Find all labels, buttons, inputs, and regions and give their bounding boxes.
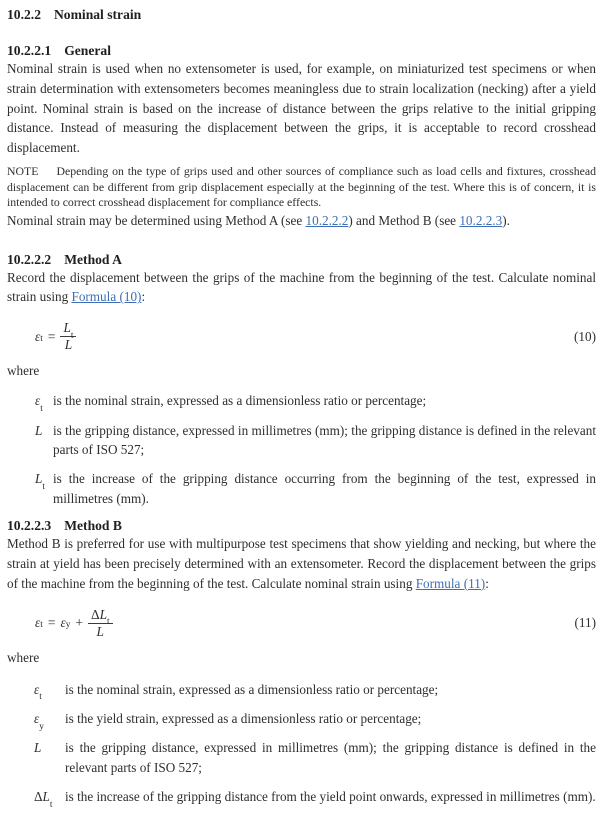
link-formula-10[interactable]: Formula (10) bbox=[71, 289, 142, 305]
methods-text-pre: Nominal strain may be determined using Method A (see bbox=[7, 212, 306, 228]
epsilon-symbol: ε bbox=[60, 615, 66, 631]
definition-row bbox=[7, 680, 596, 703]
L-symbol: L bbox=[64, 337, 73, 353]
delta-symbol: Δ bbox=[90, 606, 100, 622]
symbol-L: L bbox=[35, 422, 43, 438]
equals-sign: = bbox=[47, 615, 56, 631]
section-title: Method A bbox=[64, 251, 122, 267]
section-heading-10-2-2-2 bbox=[7, 252, 596, 268]
equals-sign: = bbox=[47, 328, 56, 344]
formula-11 bbox=[7, 607, 596, 640]
epsilon-symbol: ε bbox=[35, 328, 41, 344]
section-heading-10-2-2 bbox=[7, 7, 596, 23]
fraction-numerator bbox=[88, 606, 113, 628]
L-symbol: L bbox=[63, 320, 71, 336]
link-formula-11[interactable]: Formula (11) bbox=[415, 575, 486, 591]
formula-10-expression: ε $_t$ = $\frac{L_t}{L}$ bbox=[35, 320, 76, 353]
definition-text: is the gripping distance, expressed in millimetres (mm); the gripping distance is defined in the relevant parts of ISO 527; bbox=[65, 740, 596, 775]
equation-number-10: (10) bbox=[574, 328, 596, 344]
symbol-epsilon-t: $\varepsilon_t$ bbox=[35, 393, 43, 414]
definition-row bbox=[7, 738, 596, 777]
epsilon-symbol: ε bbox=[35, 615, 41, 631]
link-10-2-2-3[interactable]: 10.2.2.3 bbox=[459, 212, 503, 228]
section-number: 10.2.2.3 bbox=[7, 518, 52, 534]
definition-text: is the nominal strain, expressed as a dimensionless ratio or percentage; bbox=[65, 681, 439, 697]
definition-text: is the yield strain, expressed as a dimensionless ratio or percentage; bbox=[65, 710, 422, 726]
link-10-2-2-2[interactable]: 10.2.2.2 bbox=[305, 212, 349, 228]
note-paragraph bbox=[7, 164, 596, 211]
definition-text: is the gripping distance, expressed in millimetres (mm); the gripping distance is defined in the relevant parts of ISO 527; bbox=[53, 422, 596, 457]
note-label: NOTE bbox=[7, 163, 39, 178]
symbol-L: L bbox=[34, 740, 42, 756]
methods-text-mid: ) and Method B (see bbox=[348, 212, 460, 228]
formula-10 bbox=[7, 320, 596, 353]
method-b-paragraph bbox=[7, 534, 596, 593]
where-label-a: where bbox=[7, 363, 40, 379]
formula-11-expression: ε $_t$ = ε $_y$ + $\frac{\Delta L_t}{L}$ bbox=[35, 607, 113, 640]
section-heading-10-2-2-3 bbox=[7, 518, 596, 534]
definition-text: is the increase of the gripping distance occurring from the beginning of the test, expressed in millimetres (mm). bbox=[53, 471, 596, 506]
method-a-definition-list bbox=[7, 391, 596, 508]
where-label-b: where bbox=[7, 649, 40, 665]
section-title: Method B bbox=[64, 518, 122, 534]
methods-paragraph bbox=[7, 211, 596, 231]
section-number: 10.2.2 bbox=[7, 7, 41, 22]
method-a-text-pre: Record the displacement between the grips of the machine from the beginning of the test. Calculate nominal strain using bbox=[7, 269, 596, 305]
method-b-text-post: : bbox=[485, 575, 489, 591]
method-b-text-pre: Method B is preferred for use with multipurpose test specimens that show yielding and necking, but where the strain at yield has been precisely determined with an extensometer. Record the displacement between the grips of the machine from the beginning of the test. Calculate nominal strain using bbox=[7, 536, 596, 591]
symbol-L-t: $L_t$ bbox=[35, 471, 45, 493]
subscript-t: t bbox=[107, 617, 110, 628]
definition-row bbox=[7, 391, 596, 414]
fraction bbox=[88, 607, 113, 640]
symbol-delta-L-t: $\Delta L_t$ bbox=[34, 789, 53, 810]
definition-row bbox=[7, 469, 596, 508]
section-title: Nominal strain bbox=[53, 7, 142, 22]
section-number: 10.2.2.1 bbox=[7, 43, 52, 58]
equation-number-11: (11) bbox=[574, 615, 596, 631]
fraction-numerator bbox=[60, 320, 76, 341]
method-a-text-post: : bbox=[141, 289, 146, 305]
definition-text: is the increase of the gripping distance from the yield point onwards, expressed in millimetres (mm). bbox=[65, 789, 596, 805]
section-number: 10.2.2.2 bbox=[7, 251, 52, 267]
definition-text: is the nominal strain, expressed as a dimensionless ratio or percentage; bbox=[53, 393, 427, 409]
L-symbol: L bbox=[96, 623, 104, 639]
note-text: Depending on the type of grips used and other sources of compliance such as load cells and fixtures, crosshead displacement can be different from grip displacement especially at the beginning of the test. Where this is of concern, it is intended to correct crosshead displacement for compliance effects. bbox=[7, 163, 596, 210]
subscript-t: t bbox=[70, 330, 74, 341]
section-heading-10-2-2-1 bbox=[7, 43, 596, 59]
general-paragraph: Nominal strain is used when no extensometer is used, for example, on miniaturized test specimens or when strain determination with extensometers becomes meaningless due to strain localization (necking) after a yield point. Nominal strain is based on the increase of distance between the grips relative to the initial gripping distance. Instead of measuring the displacement between the grips, it is acceptable to record crosshead displacement. bbox=[7, 61, 596, 156]
fraction bbox=[60, 320, 76, 353]
L-symbol: L bbox=[99, 606, 108, 622]
symbol-epsilon-t: $\varepsilon_t$ bbox=[34, 681, 42, 703]
method-a-paragraph bbox=[7, 268, 596, 308]
method-b-definition-list bbox=[7, 680, 596, 810]
fraction-denominator bbox=[97, 624, 104, 640]
definition-row bbox=[7, 421, 596, 460]
definition-row bbox=[7, 709, 596, 732]
symbol-epsilon-y: $\varepsilon_y$ bbox=[34, 710, 44, 732]
plus-sign: + bbox=[75, 615, 83, 631]
methods-text-post: ). bbox=[502, 212, 510, 228]
section-title: General bbox=[64, 43, 111, 58]
definition-row bbox=[7, 787, 596, 810]
